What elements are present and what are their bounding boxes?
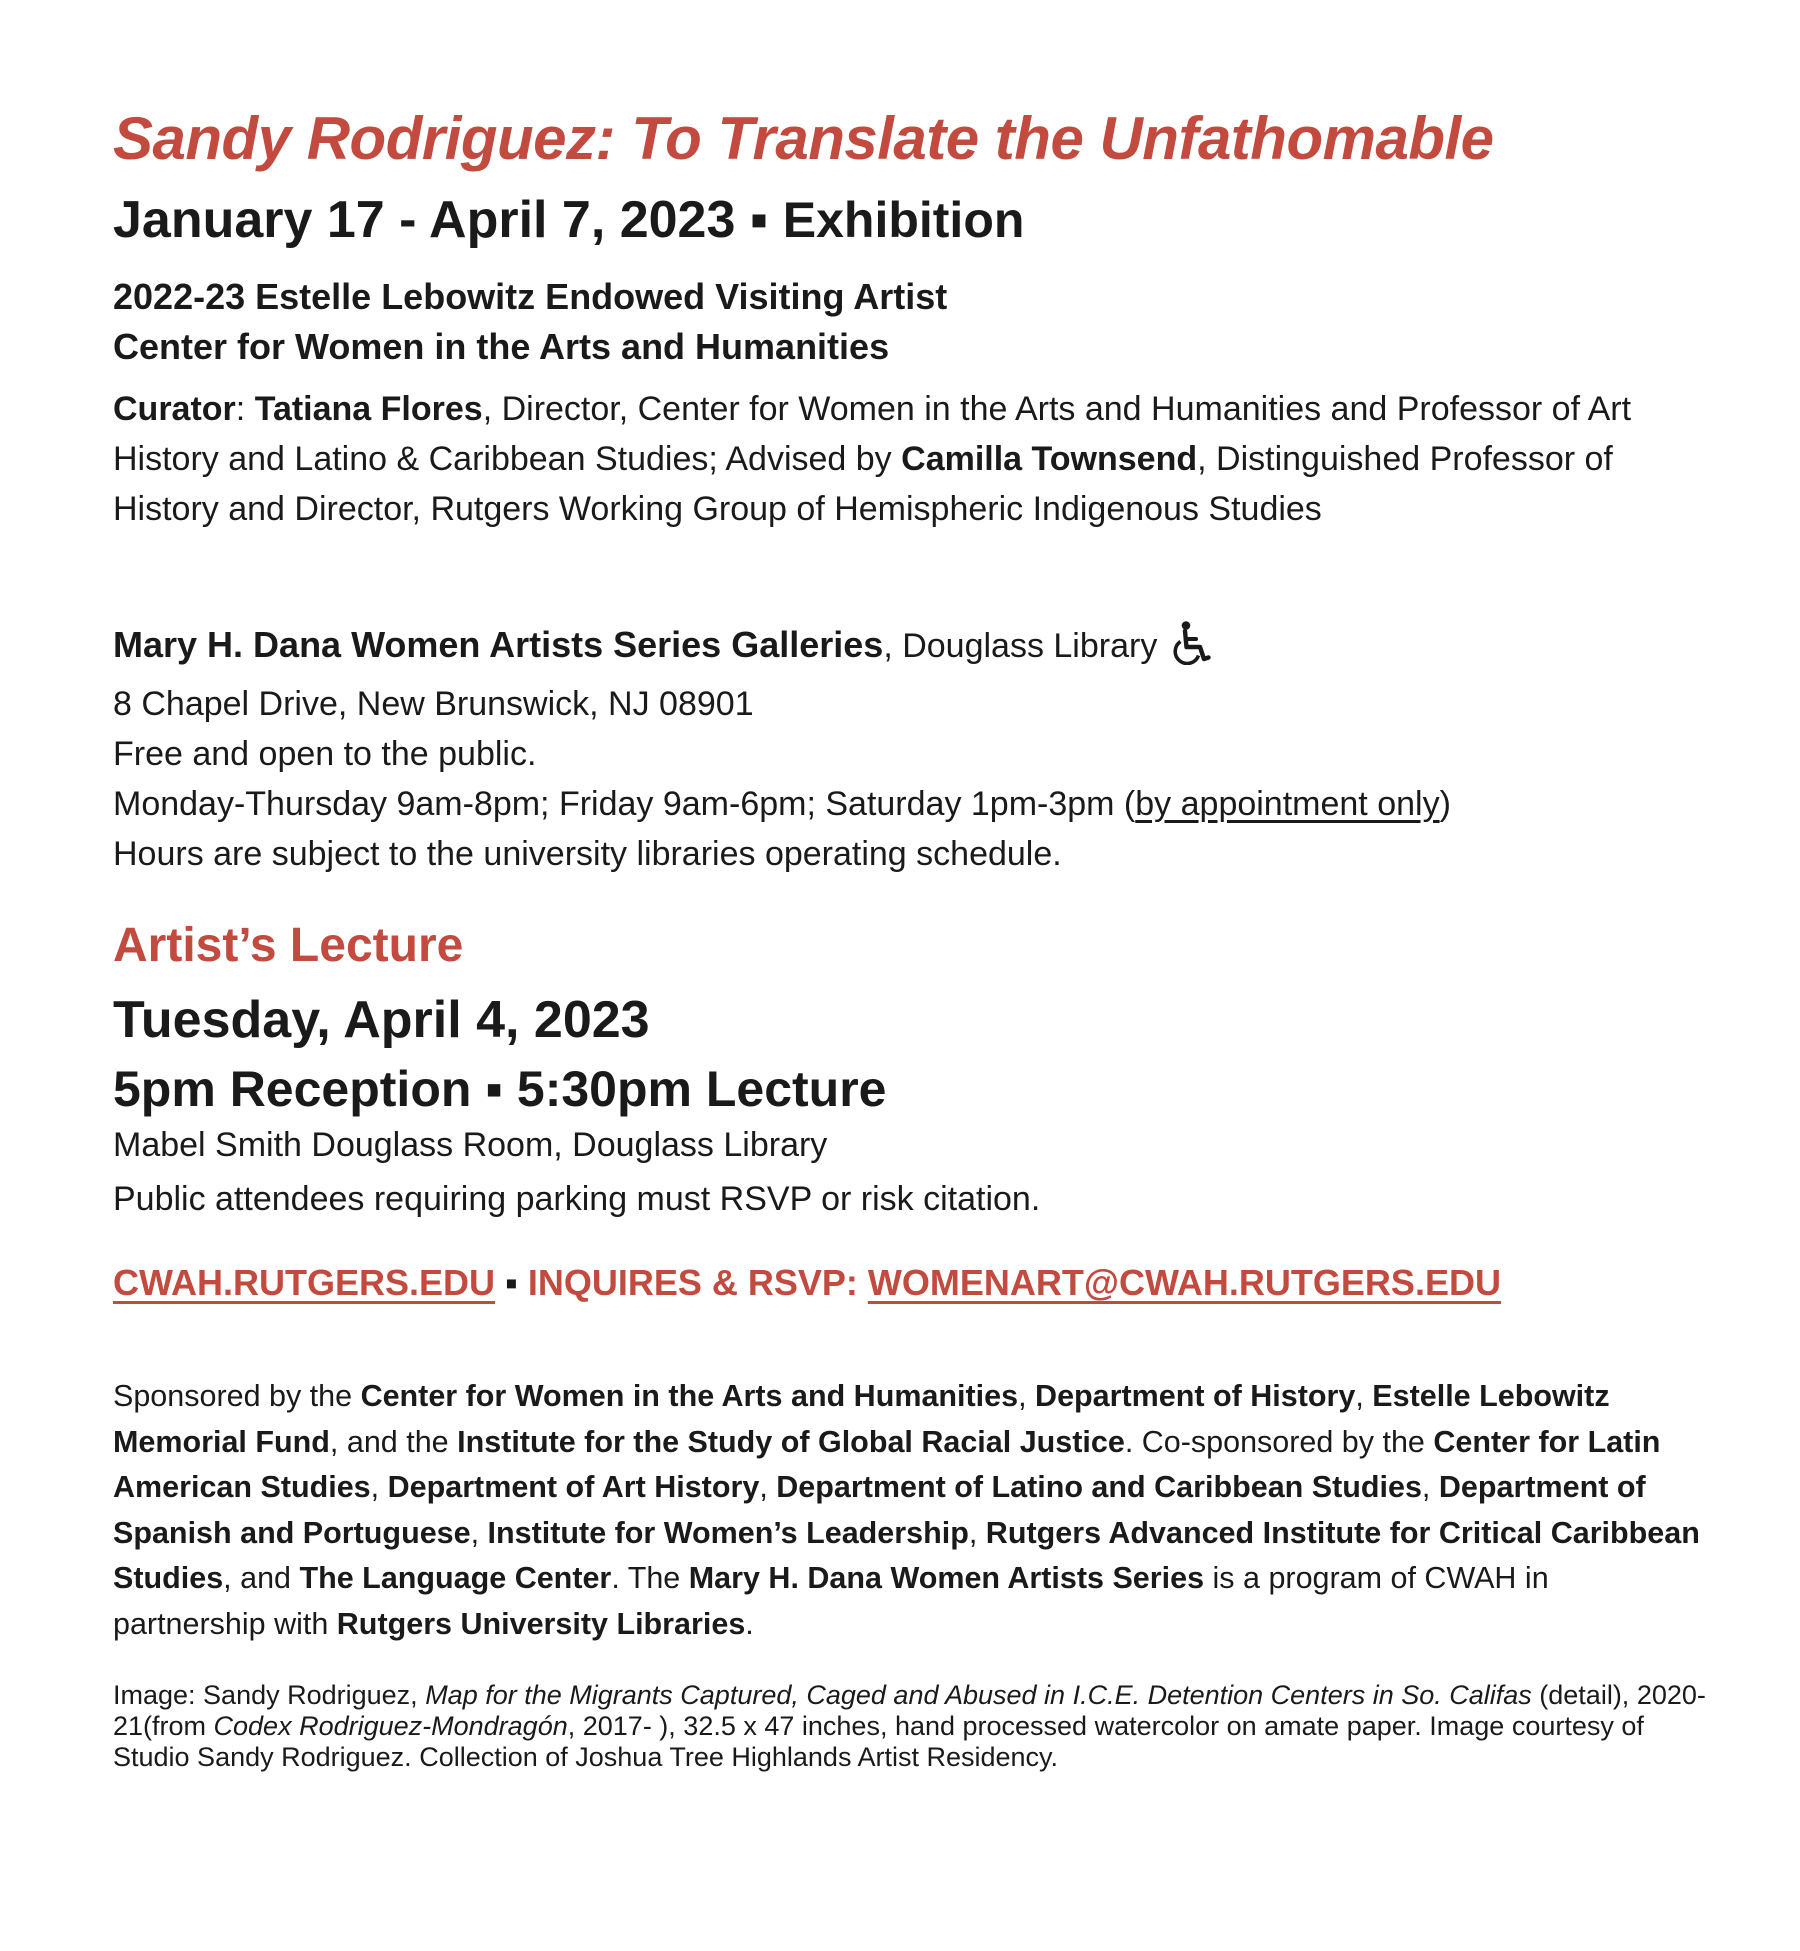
event-type: Exhibition bbox=[782, 192, 1025, 248]
sponsor-org: Department of Art History bbox=[387, 1470, 760, 1504]
website-link[interactable]: CWAH.RUTGERS.EDU bbox=[113, 1262, 496, 1303]
admission-info: Free and open to the public. bbox=[113, 735, 537, 773]
sponsor-text: , bbox=[968, 1515, 986, 1550]
sponsor-org: Department of History bbox=[1035, 1379, 1356, 1413]
advisor-role: , Distinguished Professor of History and Director, Rutgers Working Group of Hemispheric Indigenous Studies bbox=[113, 440, 1613, 528]
credit-text: (detail), 2020-21(from bbox=[113, 1680, 1706, 1741]
sponsor-text: is a program of CWAH in partnership with bbox=[113, 1561, 1549, 1641]
lecture-room: Mabel Smith Douglass Room, Douglass Library bbox=[113, 1126, 828, 1164]
sponsor-text: , bbox=[370, 1470, 388, 1504]
sponsor-text: , bbox=[1018, 1379, 1036, 1413]
venue-line bbox=[113, 620, 1703, 679]
sponsor-text: , and the bbox=[329, 1424, 458, 1459]
rsvp-label: INQUIRES & RSVP: bbox=[527, 1262, 858, 1303]
sponsor-text: , bbox=[470, 1515, 488, 1550]
sponsor-text: , bbox=[759, 1470, 777, 1504]
sponsor-org: Department of Spanish and Portuguese bbox=[113, 1470, 1646, 1550]
sponsor-org: Center for Latin American Studies bbox=[113, 1424, 1661, 1504]
curator-name: Tatiana Flores bbox=[254, 390, 483, 428]
presenting-center: Center for Women in the Arts and Humanities bbox=[113, 326, 890, 367]
sponsor-text: , bbox=[1421, 1470, 1439, 1504]
codex-title: Codex Rodriguez-Mondragón bbox=[213, 1711, 568, 1741]
image-credit bbox=[113, 1680, 1713, 1773]
gallery-name: Mary H. Dana Women Artists Series Galleries bbox=[113, 624, 884, 665]
hours-text: Monday-Thursday 9am-8pm; Friday 9am-6pm; Saturday 1pm-3pm ( bbox=[113, 785, 1136, 823]
curator-colon: : bbox=[235, 390, 255, 428]
lecture-details bbox=[113, 1118, 1040, 1226]
lecture-date: Tuesday, April 4, 2023 bbox=[113, 991, 650, 1049]
email-link[interactable]: WOMENART@CWAH.RUTGERS.EDU bbox=[867, 1262, 1501, 1303]
parking-note: Public attendees requiring parking must RSVP or risk citation. bbox=[113, 1180, 1041, 1218]
lecture-times: 5pm Reception ▪ 5:30pm Lecture bbox=[113, 1061, 887, 1117]
visiting-artist-block bbox=[113, 272, 947, 372]
sponsor-org: Department of Latino and Caribbean Studies bbox=[776, 1470, 1422, 1504]
sponsor-org: Rutgers Advanced Institute for Critical Caribbean Studies bbox=[113, 1515, 1700, 1595]
curator-paragraph bbox=[113, 384, 1703, 534]
artwork-title: Map for the Migrants Captured, Caged and Abused in I.C.E. Detention Centers in So. Califas bbox=[425, 1680, 1532, 1710]
venue-block bbox=[113, 620, 1703, 879]
exhibition-dateline bbox=[113, 190, 1024, 250]
lecture-heading: Artist’s Lecture bbox=[113, 919, 464, 972]
hours-note: Hours are subject to the university libraries operating schedule. bbox=[113, 835, 1062, 873]
sponsor-org: Institute for the Study of Global Racial Justice bbox=[457, 1424, 1125, 1459]
venue-address: 8 Chapel Drive, New Brunswick, NJ 08901 bbox=[113, 685, 754, 723]
curator-label: Curator bbox=[113, 390, 236, 428]
credit-text: , 2017- ), 32.5 x 47 inches, hand processed watercolor on amate paper. Image courtesy of Studio Sandy Rodriguez. Collection of Joshua Tree Highlands Artist Residency. bbox=[113, 1711, 1644, 1772]
sponsor-org: Rutgers University Libraries bbox=[336, 1606, 746, 1641]
sponsor-text: , bbox=[1355, 1379, 1373, 1413]
credit-text: Image: Sandy Rodriguez, bbox=[113, 1680, 426, 1710]
advisor-name: Camilla Townsend bbox=[901, 440, 1198, 478]
sponsor-org: Mary H. Dana Women Artists Series bbox=[688, 1561, 1205, 1595]
sponsor-text: , and bbox=[223, 1561, 300, 1595]
contact-links bbox=[113, 1262, 1501, 1304]
sponsor-org: Estelle Lebowitz Memorial Fund bbox=[113, 1379, 1610, 1459]
exhibition-title: Sandy Rodriguez: To Translate the Unfathomable bbox=[113, 105, 1494, 172]
sponsor-org: The Language Center bbox=[299, 1561, 612, 1595]
hours-line bbox=[113, 779, 1703, 829]
library-name: , Douglass Library bbox=[883, 627, 1158, 665]
separator-square: ▪ bbox=[505, 1262, 518, 1303]
separator-square: ▪ bbox=[749, 191, 769, 249]
sponsor-text: . Co-sponsored by the bbox=[1124, 1424, 1434, 1459]
sponsors-paragraph bbox=[113, 1374, 1703, 1647]
exhibition-dates: January 17 - April 7, 2023 bbox=[113, 191, 736, 249]
appointment-link[interactable]: by appointment only bbox=[1135, 785, 1440, 823]
sponsor-org: Center for Women in the Arts and Humanities bbox=[360, 1379, 1019, 1413]
visiting-artist-title: 2022-23 Estelle Lebowitz Endowed Visiting Artist bbox=[113, 276, 948, 317]
curator-role: , Director, Center for Women in the Arts and Humanities and Professor of Art History and Latino & Caribbean Studies; Advised by bbox=[113, 390, 1632, 478]
wheelchair-icon bbox=[1171, 621, 1211, 679]
hours-close: ) bbox=[1439, 785, 1451, 823]
sponsor-text: . bbox=[745, 1606, 754, 1641]
sponsor-text: Sponsored by the bbox=[113, 1379, 361, 1413]
sponsor-org: Institute for Women’s Leadership bbox=[487, 1515, 969, 1550]
sponsor-text: . The bbox=[611, 1561, 689, 1595]
